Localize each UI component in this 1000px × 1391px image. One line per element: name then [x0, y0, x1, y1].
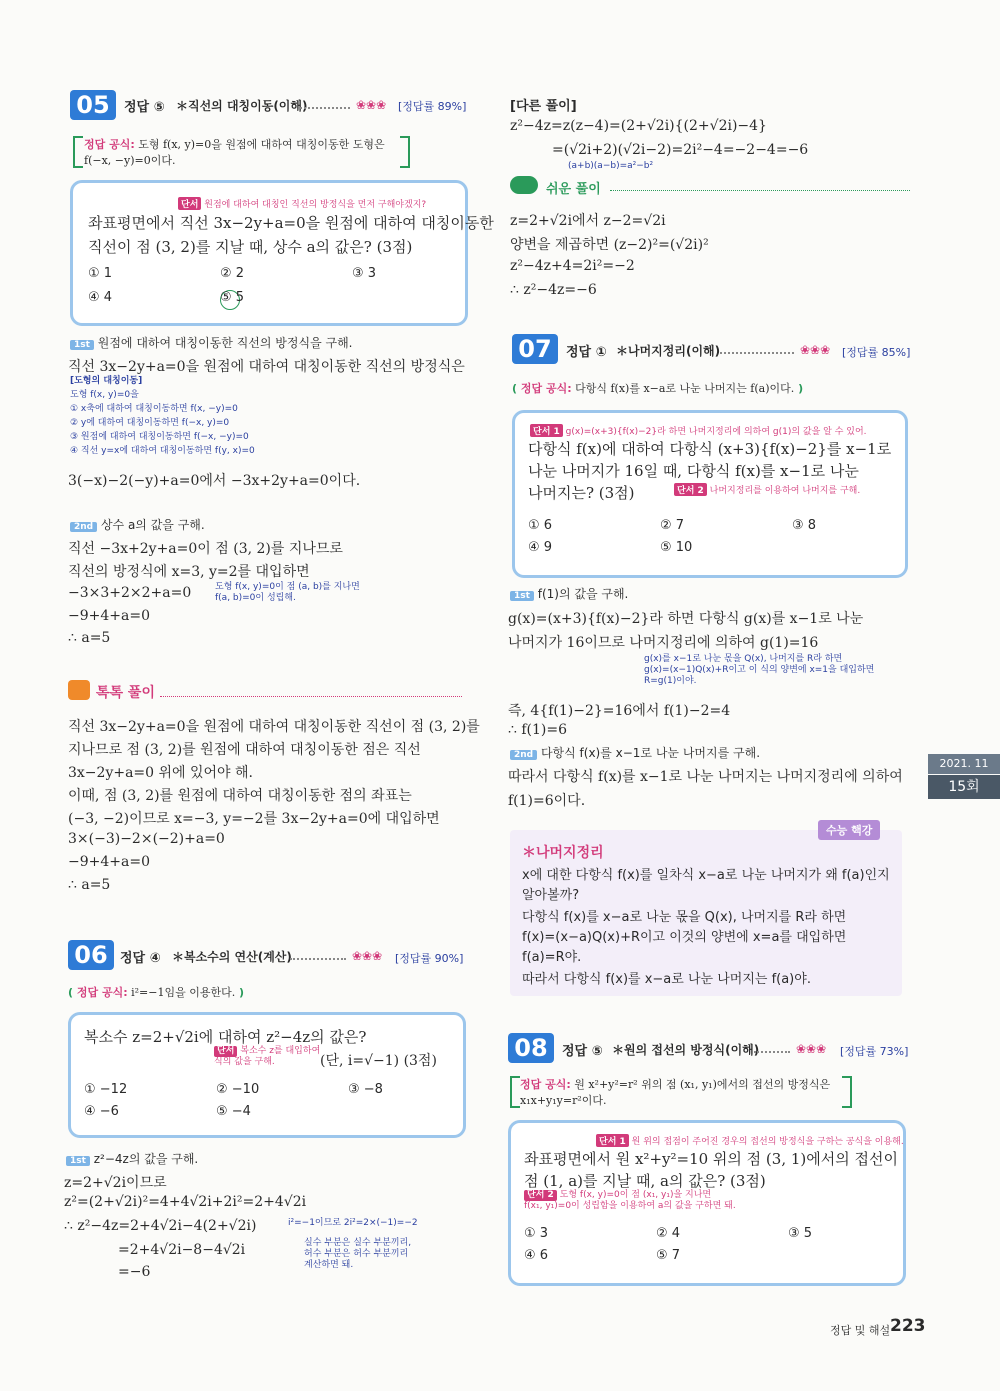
easy-line4: ∴ z²−4z=−6: [510, 282, 597, 298]
page-number: 223: [890, 1316, 926, 1336]
q06-clue: 단서 복소수 z를 대입하여 식의 값을 구해.: [214, 1046, 321, 1067]
q07-number: 07: [512, 334, 558, 364]
q05-problem-line2: 직선이 점 (3, 2)를 지날 때, 상수 a의 값은? (3점): [88, 238, 413, 256]
q05-s1-line1: 직선 3x−2y+a=0을 원점에 대하여 대칭이동한 직선의 방정식은: [68, 359, 465, 375]
toktok-divider: [160, 696, 462, 697]
q05-option-2[interactable]: ② 2: [220, 266, 245, 281]
q06-option-1[interactable]: ① −12: [84, 1082, 128, 1097]
q05-s2-line3: −3×3+2×2+a=0: [68, 585, 192, 601]
q07-option-3[interactable]: ③ 8: [792, 518, 817, 533]
q07-title: ＊나머지정리(이해): [616, 344, 721, 358]
q05-option-3[interactable]: ③ 3: [352, 266, 377, 281]
q07-problem-line1: 다항식 f(x)에 대하여 다항식 (x+3){f(x)−2}를 x−1로: [528, 440, 892, 458]
q08-option-2[interactable]: ② 4: [656, 1226, 681, 1241]
q06-line1: z=2+√2i이므로: [64, 1175, 167, 1191]
q05-formula: 정답 공식: 도형 f(x, y)=0을 원점에 대하여 대칭이동한 도형은 f(−x, −y)=0이다.: [84, 138, 385, 167]
q08-rate: [정답률 73%]: [840, 1045, 909, 1058]
q08-title: ＊원의 접선의 방정식(이해): [612, 1043, 760, 1057]
q06-line4-annotation: 실수 부분은 실수 부분끼리, 허수 부분은 허수 부분끼리 계산하면 돼.: [304, 1238, 412, 1270]
q05-note-4: ④ 직선 y=x에 대하여 대칭이동하면 f(y, x)=0: [70, 446, 255, 456]
easy-title: 쉬운 풀이: [546, 182, 601, 197]
q07-answer: 정답 ①: [566, 345, 607, 360]
q07-rate: [정답률 85%]: [842, 346, 911, 359]
q06-formula: ( 정답 공식: i²=−1임을 이용한다. ): [68, 986, 245, 999]
q07-clue1: 단서 1 g(x)=(x+3){f(x)−2}라 하면 나머지정리에 의하여 g(1)의 값을 알 수 있어.: [530, 424, 867, 437]
formula-bracket-right-08: [842, 1076, 852, 1108]
alt-title: [다른 풀이]: [510, 99, 577, 114]
q07-line2: 나머지가 16이므로 나머지정리에 의하여 g(1)=16: [508, 635, 819, 651]
q06-line4: =2+4√2i−8−4√2i: [118, 1242, 246, 1258]
q06-number: 06: [68, 940, 114, 970]
easy-line3: z²−4z+4=2i²=−2: [510, 258, 635, 274]
alt-line1: z²−4z=z(z−4)=(2+√2i){(2+√2i)−4}: [510, 118, 767, 134]
q07-option-4[interactable]: ④ 9: [528, 540, 553, 555]
q07-formula: ( 정답 공식: 다항식 f(x)를 x−a로 나눈 나머지는 f(a)이다. ): [512, 382, 804, 395]
q08-formula: 정답 공식: 원 x²+y²=r² 위의 점 (x₁, y₁)에서의 접선의 방정식은 x₁x+y₁y=r²이다.: [520, 1078, 831, 1107]
q05-note-0: 도형 f(x, y)=0을: [70, 390, 139, 400]
q06-line3-annotation: i²=−1이므로 2i²=2×(−1)=−2: [288, 1218, 418, 1228]
q05-s2-line4: −9+4+a=0: [68, 608, 150, 624]
alt-line2-annotation: (a+b)(a−b)=a²−b²: [568, 161, 654, 171]
q08-stars: ❀❀❀: [796, 1042, 827, 1056]
q05-rate: [정답률 89%]: [398, 100, 467, 113]
q07-tip-4: f(a)=R야.: [522, 950, 582, 965]
q07-stars: ❀❀❀: [800, 343, 831, 357]
formula-bracket-left: [73, 136, 83, 168]
q07-option-1[interactable]: ① 6: [528, 518, 553, 533]
toktok-line-0: 직선 3x−2y+a=0을 원점에 대하여 대칭이동한 직선이 점 (3, 2)를: [68, 719, 480, 735]
easy-line2: 양변을 제곱하면 (z−2)²=(√2i)²: [510, 237, 709, 253]
q08-problem-line2: 점 (1, a)를 지날 때, a의 값은? (3점): [524, 1172, 766, 1190]
q06-line3: ∴ z²−4z=2+4√2i−4(2+√2i): [64, 1218, 257, 1234]
toktok-line-7: ∴ a=5: [68, 877, 111, 893]
q07-tip-1: 알아볼까?: [522, 888, 580, 903]
q07-line1: g(x)=(x+3){f(x)−2}라 하면 다항식 g(x)를 x−1로 나눈: [508, 611, 864, 627]
easy-divider: [610, 190, 910, 191]
q05-step1: 1st 원점에 대하여 대칭이동한 직선의 방정식을 구해.: [70, 334, 352, 351]
q08-number: 08: [508, 1033, 554, 1063]
q08-option-1[interactable]: ① 3: [524, 1226, 549, 1241]
q05-note-3: ③ 원점에 대하여 대칭이동하면 f(−x, −y)=0: [70, 432, 249, 442]
toktok-line-6: −9+4+a=0: [68, 854, 150, 870]
q07-option-2[interactable]: ② 7: [660, 518, 685, 533]
q06-option-5[interactable]: ⑤ −4: [216, 1104, 251, 1119]
q06-rate: [정답률 90%]: [395, 952, 464, 965]
q07-option-5[interactable]: ⑤ 10: [660, 540, 693, 555]
q05-answer: 정답 ⑤: [124, 100, 165, 115]
q08-answer: 정답 ⑤: [562, 1044, 603, 1059]
side-tab-date: 2021. 11: [928, 754, 1000, 774]
q07-line5: 따라서 다항식 f(x)를 x−1로 나눈 나머지는 나머지정리에 의하여: [508, 769, 903, 785]
q05-dots: [300, 107, 350, 109]
toktok-line-3: 이때, 점 (3, 2)를 원점에 대하여 대칭이동한 점의 좌표는: [68, 788, 412, 804]
alt-line2: =(√2i+2)(√2i−2)=2i²−4=−2−4=−6: [552, 142, 809, 158]
q07-line6: f(1)=6이다.: [508, 793, 586, 809]
q06-dots: [290, 958, 346, 960]
q06-option-2[interactable]: ② −10: [216, 1082, 260, 1097]
q07-line3: 즉, 4{f(1)−2}=16에서 f(1)−2=4: [508, 703, 731, 719]
q08-option-4[interactable]: ④ 6: [524, 1248, 549, 1263]
q05-clue: 단서 원점에 대하여 대칭인 직선의 방정식을 먼저 구해야겠지?: [178, 197, 426, 210]
q05-note-title: [도형의 대칭이동]: [70, 376, 143, 386]
toktok-line-5: 3×(−3)−2×(−2)+a=0: [68, 831, 225, 847]
q06-problem-line2: (단, i=√−1) (3점): [320, 1053, 437, 1069]
q08-option-5[interactable]: ⑤ 7: [656, 1248, 681, 1263]
q07-step1: 1st f(1)의 값을 구해.: [510, 585, 628, 602]
q06-option-4[interactable]: ④ −6: [84, 1104, 119, 1119]
q08-dots: [754, 1051, 790, 1053]
q05-s2-line2: 직선의 방정식에 x=3, y=2를 대입하면: [68, 564, 310, 580]
q06-step1: 1st z²−4z의 값을 구해.: [66, 1150, 198, 1167]
toktok-line-2: 3x−2y+a=0 위에 있어야 해.: [68, 765, 254, 781]
footer-label: 정답 및 해설: [830, 1324, 891, 1337]
toktok-line-1: 지나므로 점 (3, 2)를 원점에 대하여 대칭이동한 점은 직선: [68, 742, 421, 758]
q07-dots: [720, 352, 794, 354]
q05-number: 05: [70, 90, 116, 120]
side-tab-round: 15회: [928, 775, 1000, 799]
q05-note-2: ② y에 대하여 대칭이동하면 f(−x, y)=0: [70, 418, 230, 428]
easy-line1: z=2+√2i에서 z−2=√2i: [510, 213, 666, 229]
q06-line5: =−6: [118, 1264, 151, 1280]
q05-s1-line2: 3(−x)−2(−y)+a=0에서 −3x+2y+a=0이다.: [68, 473, 361, 489]
formula-bracket-left-08: [510, 1076, 520, 1108]
q05-option-5-label: ⑤ 5: [220, 290, 245, 305]
q06-stars: ❀❀❀: [352, 949, 383, 963]
q08-option-3[interactable]: ③ 5: [788, 1226, 813, 1241]
toktok-line-4: (−3, −2)이므로 x=−3, y=−2를 3x−2y+a=0에 대입하면: [68, 811, 440, 827]
q05-note-1: ① x축에 대하여 대칭이동하면 f(x, −y)=0: [70, 404, 238, 414]
q07-clue2: 단서 2 나머지정리를 이용하여 나머지를 구해.: [674, 483, 860, 496]
q05-s2-annotation: 도형 f(x, y)=0이 점 (a, b)를 지나면 f(a, b)=0이 성립해.: [215, 582, 360, 603]
q06-line2: z²=(2+√2i)²=4+4√2i+2i²=2+4√2i: [64, 1194, 307, 1210]
q05-title: ＊직선의 대칭이동(이해): [176, 99, 308, 113]
q07-step2: 2nd 다항식 f(x)를 x−1로 나눈 나머지를 구해.: [510, 744, 760, 761]
q07-tip-title: ＊나머지정리: [522, 845, 604, 861]
q06-title: ＊복소수의 연산(계산): [172, 950, 292, 964]
q05-stars: ❀❀❀: [356, 98, 387, 112]
q05-s2-line5: ∴ a=5: [68, 630, 111, 646]
toktok-title: 톡톡 풀이: [96, 685, 155, 701]
q05-option-4[interactable]: ④ 4: [88, 290, 113, 305]
q07-problem-line3: 나머지는? (3점): [528, 484, 635, 502]
q07-annotation: g(x)를 x−1로 나눈 몫을 Q(x), 나머지를 R라 하면 g(x)=(x−1)Q(x)+R이고 이 식의 양변에 x=1을 대입하면 R=g(1)이야.: [644, 654, 875, 686]
q05-option-1[interactable]: ① 1: [88, 266, 113, 281]
q07-line4: ∴ f(1)=6: [508, 722, 568, 738]
q08-clue2: 단서 2 도형 f(x, y)=0이 점 (x₁, y₁)을 지나면 f(x₁, y₁)=0이 성립함을 이용하여 a의 값을 구하면 돼.: [524, 1190, 736, 1211]
q06-problem-line1: 복소수 z=2+√2i에 대하여 z²−4z의 값은?: [84, 1028, 367, 1046]
q07-tip-tag: 수능 핵강: [818, 820, 880, 840]
q07-tip-5: 따라서 다항식 f(x)를 x−a로 나눈 나머지는 f(a)야.: [522, 972, 811, 987]
q07-tip-0: x에 대한 다항식 f(x)를 일차식 x−a로 나눈 나머지가 왜 f(a)인지: [522, 868, 890, 883]
q07-problem-line2: 나눈 나머지가 16일 때, 다항식 f(x)를 x−1로 나눈: [528, 462, 859, 480]
q06-answer: 정답 ④: [120, 951, 161, 966]
q08-clue1: 단서 1 원 위의 접점이 주어진 경우의 접선의 방정식을 구하는 공식을 이용해.: [596, 1134, 904, 1147]
q08-problem-line1: 좌표평면에서 원 x²+y²=10 위의 점 (3, 1)에서의 접선이: [524, 1150, 898, 1168]
q07-tip-3: f(x)=(x−a)Q(x)+R이고 이것의 양변에 x=a를 대입하면: [522, 930, 847, 945]
q05-s2-line1: 직선 −3x+2y+a=0이 점 (3, 2)를 지나므로: [68, 541, 343, 557]
q07-tip-2: 다항식 f(x)를 x−a로 나눈 몫을 Q(x), 나머지를 R라 하면: [522, 910, 847, 925]
q06-option-3[interactable]: ③ −8: [348, 1082, 383, 1097]
q05-problem-line1: 좌표평면에서 직선 3x−2y+a=0을 원점에 대하여 대칭이동한: [88, 214, 494, 232]
toktok-icon: [68, 680, 90, 700]
q05-step2: 2nd 상수 a의 값을 구해.: [70, 516, 205, 533]
easy-solution-icon: [510, 176, 538, 194]
formula-bracket-right: [400, 136, 410, 168]
